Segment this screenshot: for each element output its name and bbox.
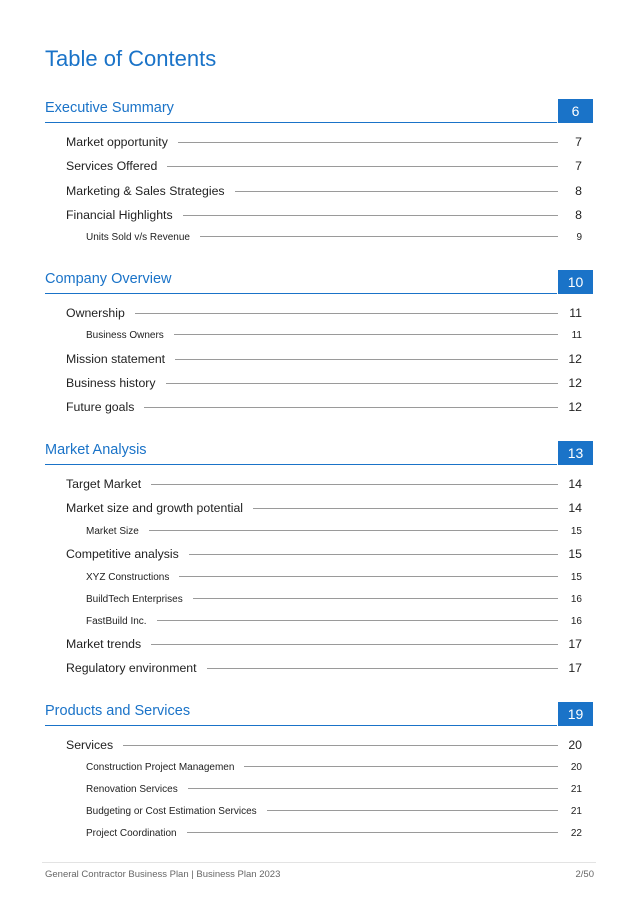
toc-entry-label: Market opportunity <box>66 135 168 149</box>
toc-entry[interactable] <box>66 477 582 497</box>
toc-entry-page: 22 <box>570 828 582 839</box>
dot-leader <box>135 313 558 314</box>
section-header[interactable] <box>45 270 593 294</box>
toc-entry-page: 16 <box>570 616 582 627</box>
dot-leader <box>174 334 558 335</box>
section-page-badge: 19 <box>558 702 593 726</box>
section-title: Market Analysis <box>45 442 147 458</box>
toc-entry[interactable] <box>66 135 582 155</box>
toc-entry-label: Competitive analysis <box>66 547 179 561</box>
toc-subentry[interactable] <box>86 784 582 804</box>
toc-subentry[interactable] <box>86 232 582 252</box>
toc-entry-label: Market trends <box>66 637 142 651</box>
toc-entry-label: FastBuild Inc. <box>86 616 147 627</box>
toc-entry-label: Market Size <box>86 526 139 537</box>
dot-leader <box>267 810 558 811</box>
page-title: Table of Contents <box>45 46 217 71</box>
toc-entry[interactable] <box>66 184 582 204</box>
dot-leader <box>144 407 558 408</box>
section-page-badge: 6 <box>558 99 593 123</box>
toc-entry-page: 12 <box>568 400 582 414</box>
section-page-badge: 10 <box>558 270 593 294</box>
toc-entry-label: Marketing & Sales Strategies <box>66 184 225 198</box>
dot-leader <box>189 554 558 555</box>
section-divider <box>45 293 557 294</box>
toc-entry-page: 12 <box>568 376 582 390</box>
toc-entry[interactable] <box>66 352 582 372</box>
toc-entry-label: Mission statement <box>66 352 166 366</box>
toc-entry-label: Budgeting or Cost Estimation Services <box>86 806 257 817</box>
section-divider <box>45 464 557 465</box>
toc-subentry[interactable] <box>86 330 582 350</box>
toc-entry-page: 8 <box>575 184 582 198</box>
toc-entry-page: 14 <box>568 477 582 491</box>
toc-entry-label: Ownership <box>66 306 125 320</box>
toc-entry-page: 7 <box>575 135 582 149</box>
toc-subentry[interactable] <box>86 806 582 826</box>
toc-entry-page: 7 <box>575 159 582 173</box>
toc-subentry[interactable] <box>86 526 582 546</box>
toc-entry-label: Project Coordination <box>86 828 177 839</box>
toc-entry-page: 8 <box>575 208 582 222</box>
toc-entry-page: 11 <box>569 306 582 320</box>
dot-leader <box>157 620 558 621</box>
toc-entry-page: 17 <box>568 661 582 675</box>
toc-entry-label: BuildTech Enterprises <box>86 594 183 605</box>
section-divider <box>45 725 557 726</box>
toc-subentry[interactable] <box>86 616 582 636</box>
dot-leader <box>235 191 558 192</box>
toc-entry-label: Services <box>66 738 114 752</box>
toc-entry[interactable] <box>66 637 582 657</box>
dot-leader <box>200 236 558 237</box>
toc-entry-page: 9 <box>576 232 582 243</box>
toc-entry-page: 20 <box>570 762 582 773</box>
toc-entry-label: Construction Project Managemen <box>86 762 235 773</box>
toc-entry[interactable] <box>66 159 582 179</box>
toc-entry-label: Business Owners <box>86 330 164 341</box>
toc-entry-page: 15 <box>570 526 582 537</box>
toc-entry-page: 16 <box>570 594 582 605</box>
toc-entry-label: Units Sold v/s Revenue <box>86 232 190 243</box>
section-page-badge: 13 <box>558 441 593 465</box>
toc-entry[interactable] <box>66 376 582 396</box>
section-header[interactable] <box>45 441 593 465</box>
section-divider <box>45 122 557 123</box>
footer-document-title: General Contractor Business Plan | Business Plan 2023 <box>45 869 281 880</box>
section-title: Company Overview <box>45 271 172 287</box>
toc-entry-label: Target Market <box>66 477 142 491</box>
toc-entry[interactable] <box>66 208 582 228</box>
footer-page-number: 2/50 <box>575 869 594 880</box>
footer-divider <box>42 862 596 863</box>
section-title: Executive Summary <box>45 100 174 116</box>
dot-leader <box>207 668 558 669</box>
toc-subentry[interactable] <box>86 828 582 848</box>
dot-leader <box>167 166 558 167</box>
section-header[interactable] <box>45 702 593 726</box>
dot-leader <box>253 508 558 509</box>
toc-entry-page: 17 <box>568 637 582 651</box>
toc-entry-page: 21 <box>570 806 582 817</box>
toc-entry-label: Renovation Services <box>86 784 178 795</box>
toc-entry-page: 11 <box>571 330 582 341</box>
toc-entry-page: 14 <box>568 501 582 515</box>
toc-entry-label: Services Offered <box>66 159 158 173</box>
dot-leader <box>175 359 558 360</box>
toc-entry-label: Business history <box>66 376 156 390</box>
toc-entry[interactable] <box>66 501 582 521</box>
dot-leader <box>151 484 558 485</box>
toc-entry-page: 12 <box>568 352 582 366</box>
toc-entry[interactable] <box>66 400 582 420</box>
toc-entry-page: 20 <box>568 738 582 752</box>
toc-subentry[interactable] <box>86 762 582 782</box>
toc-entry-label: Regulatory environment <box>66 661 197 675</box>
dot-leader <box>193 598 558 599</box>
dot-leader <box>178 142 558 143</box>
section-header[interactable] <box>45 99 593 123</box>
toc-entry[interactable] <box>66 738 582 758</box>
dot-leader <box>179 576 558 577</box>
toc-entry-label: Financial Highlights <box>66 208 173 222</box>
toc-entry-page: 21 <box>570 784 582 795</box>
toc-entry-label: Market size and growth potential <box>66 501 244 515</box>
dot-leader <box>187 832 558 833</box>
toc-subentry[interactable] <box>86 572 582 592</box>
dot-leader <box>123 745 558 746</box>
toc-entry-label: XYZ Constructions <box>86 572 170 583</box>
dot-leader <box>149 530 558 531</box>
toc-subentry[interactable] <box>86 594 582 614</box>
dot-leader <box>166 383 558 384</box>
toc-entry-page: 15 <box>568 547 582 561</box>
dot-leader <box>151 644 558 645</box>
toc-entry[interactable] <box>66 661 582 681</box>
toc-entry-page: 15 <box>570 572 582 583</box>
toc-entry[interactable] <box>66 306 582 326</box>
dot-leader <box>244 766 558 767</box>
toc-entry[interactable] <box>66 547 582 567</box>
section-title: Products and Services <box>45 703 191 719</box>
dot-leader <box>188 788 558 789</box>
dot-leader <box>183 215 558 216</box>
toc-entry-label: Future goals <box>66 400 135 414</box>
